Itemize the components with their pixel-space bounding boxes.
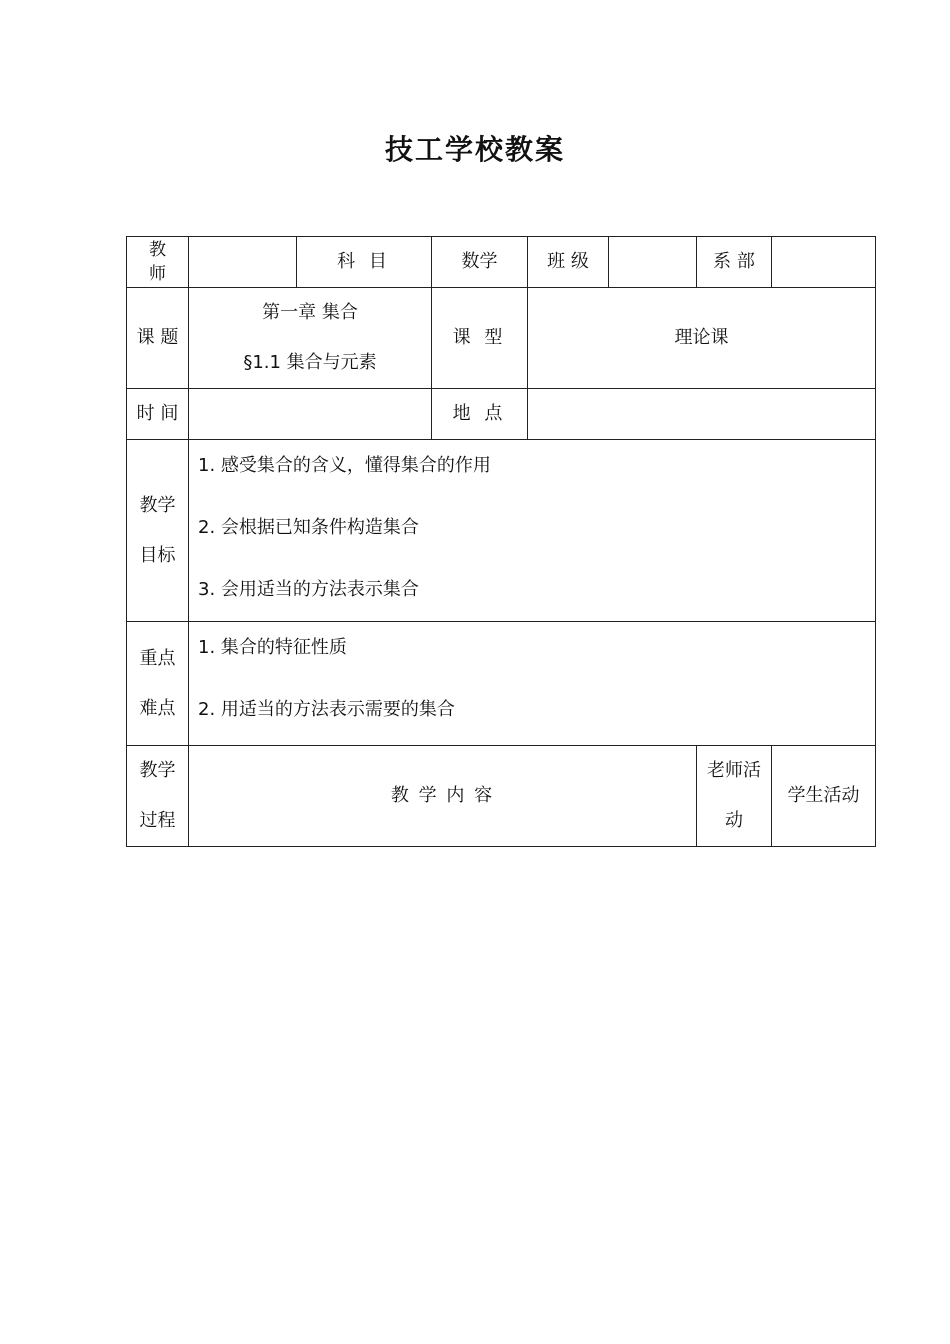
department-label-cell: 系 部 bbox=[697, 237, 772, 288]
key-label-line2: 难点 bbox=[139, 697, 176, 719]
topic-chapter: 第一章 集合 bbox=[262, 302, 358, 323]
process-label-cell bbox=[127, 746, 189, 847]
time-value-cell bbox=[189, 389, 432, 440]
goal-label-line2: 目标 bbox=[139, 544, 176, 566]
lesson-plan-table bbox=[126, 236, 876, 847]
list-item: 3. 会用适当的方法表示集合 bbox=[198, 579, 419, 600]
type-label-cell: 课 型 bbox=[432, 288, 528, 389]
subject-label-cell: 科 目 bbox=[297, 237, 432, 288]
table-row bbox=[127, 389, 876, 440]
list-item: 1. 感受集合的含义，懂得集合的作用 bbox=[198, 455, 491, 476]
table-row bbox=[127, 237, 876, 288]
table-row bbox=[127, 440, 876, 622]
key-label-cell bbox=[127, 622, 189, 746]
table-row bbox=[127, 288, 876, 389]
list-item: 2. 用适当的方法表示需要的集合 bbox=[198, 699, 455, 720]
class-label-cell: 班 级 bbox=[528, 237, 609, 288]
place-label-cell: 地 点 bbox=[432, 389, 528, 440]
class-value-cell bbox=[609, 237, 697, 288]
teacher-label-line1: 教 bbox=[149, 240, 166, 260]
key-label-line1: 重点 bbox=[139, 647, 176, 669]
teacher-activity-cell bbox=[697, 746, 772, 847]
page-title: 技工学校教案 bbox=[384, 133, 565, 166]
goal-label-line1: 教学 bbox=[139, 494, 176, 516]
goal-label-cell bbox=[127, 440, 189, 622]
table-row bbox=[127, 746, 876, 847]
time-label-cell: 时 间 bbox=[127, 389, 189, 440]
teacher-activity-line1: 老师活 bbox=[707, 760, 761, 781]
student-activity-cell: 学生活动 bbox=[772, 746, 876, 847]
teacher-value-cell bbox=[189, 237, 297, 288]
type-value-cell: 理论课 bbox=[528, 288, 876, 389]
department-value-cell bbox=[772, 237, 876, 288]
goal-content-cell bbox=[189, 440, 876, 622]
process-label-line1: 教学 bbox=[139, 760, 176, 781]
topic-section: §1.1 集合与元素 bbox=[243, 352, 377, 373]
teacher-label-line2: 师 bbox=[149, 264, 166, 284]
content-header-cell: 教 学 内 容 bbox=[189, 746, 697, 847]
key-content-cell bbox=[189, 622, 876, 746]
place-value-cell bbox=[528, 389, 876, 440]
topic-value-cell bbox=[189, 288, 432, 389]
subject-value-cell: 数学 bbox=[432, 237, 528, 288]
teacher-activity-line2: 动 bbox=[725, 810, 743, 831]
list-item: 1. 集合的特征性质 bbox=[198, 637, 347, 658]
process-label-line2: 过程 bbox=[139, 810, 176, 831]
topic-label-cell: 课 题 bbox=[127, 288, 189, 389]
list-item: 2. 会根据已知条件构造集合 bbox=[198, 517, 419, 538]
teacher-label-cell bbox=[127, 237, 189, 288]
table-row bbox=[127, 622, 876, 746]
